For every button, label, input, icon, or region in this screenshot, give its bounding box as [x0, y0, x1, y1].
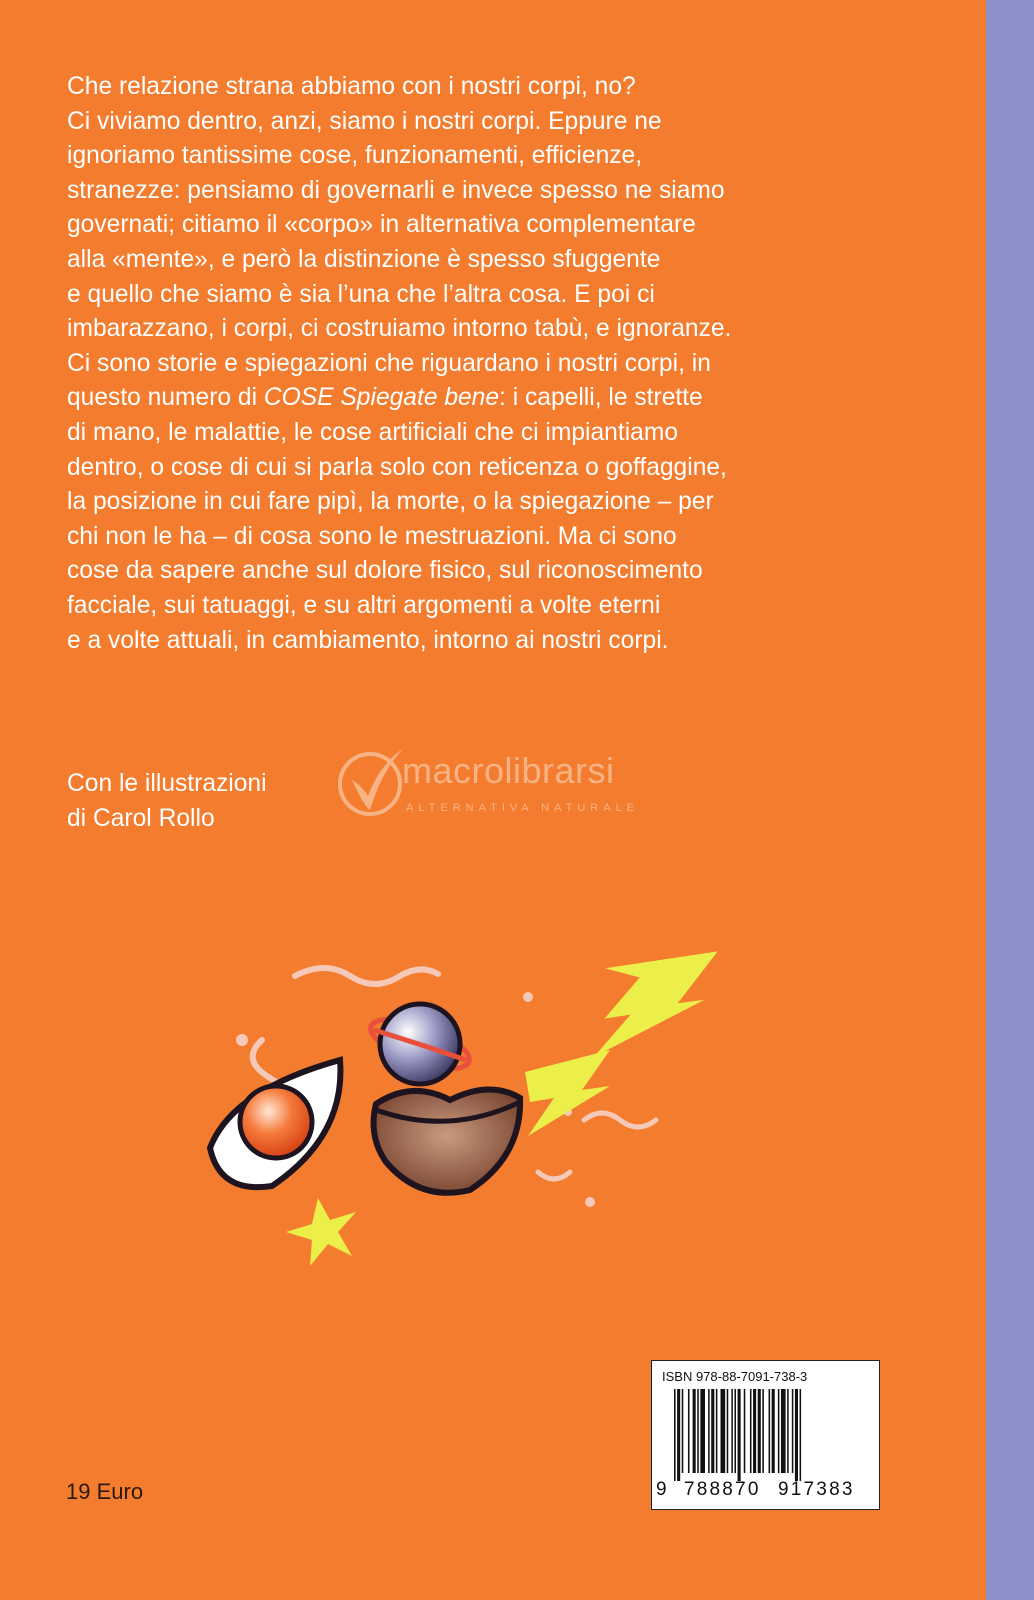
barcode-bar — [744, 1389, 746, 1473]
barcode-bar — [762, 1389, 764, 1473]
spine-strip — [986, 0, 1034, 1600]
barcode-bar — [769, 1389, 771, 1473]
blurb-line: governati; citiamo il «corpo» in alternativa complementare — [67, 211, 696, 239]
blurb-line: e quello che siamo è sia l’una che l’altra cosa. E poi ci — [67, 280, 655, 308]
barcode-bar — [750, 1389, 752, 1473]
barcode-bar — [700, 1389, 705, 1473]
illustration — [150, 940, 730, 1280]
barcode-bar — [738, 1389, 741, 1481]
squiggle-line — [538, 1172, 570, 1179]
dot — [236, 1034, 248, 1046]
watermark-leaf-icon — [330, 740, 410, 820]
barcode-bar — [688, 1389, 690, 1473]
barcode-bar — [711, 1389, 714, 1473]
blurb-line — [67, 381, 937, 416]
blurb-line: facciale, sui tatuaggi, e su altri argomenti a volte eterni — [67, 591, 661, 619]
barcode-label — [651, 1360, 880, 1510]
blurb-segment: questo numero di — [67, 384, 264, 412]
barcode-bar — [758, 1389, 761, 1473]
blurb-line: la posizione in cui fare pipì, la morte, o la spiegazione – per — [67, 488, 714, 516]
blurb-segment: : i capelli, le strette — [499, 384, 703, 412]
barcode-bar — [792, 1389, 794, 1473]
watermark-tagline: ALTERNATIVA NATURALE — [406, 802, 640, 814]
blurb-text — [67, 70, 937, 658]
eye-iris — [240, 1086, 312, 1158]
blurb-line: imbarazzano, i corpi, ci costruiamo intorno tabù, e ignoranze. — [67, 315, 732, 343]
barcode-bar — [716, 1389, 718, 1473]
barcode-left-group: 788870 — [684, 1479, 761, 1500]
barcode-bar — [731, 1389, 733, 1473]
watermark — [330, 740, 730, 836]
blurb-line: alla «mente», e però la distinzione è spesso sfuggente — [67, 245, 661, 273]
dot — [585, 1197, 595, 1207]
blurb-line: ignoriamo tantissime cose, funzionamenti, efficienze, — [67, 142, 643, 170]
barcode-bar — [795, 1389, 798, 1481]
barcode-bar — [781, 1389, 786, 1473]
barcode-bars — [672, 1389, 862, 1481]
barcode-bar — [721, 1389, 726, 1473]
barcode-bar — [697, 1389, 699, 1473]
credit-line: Con le illustrazioni — [67, 770, 267, 797]
barcode-bar — [734, 1389, 736, 1473]
isbn-text: ISBN 978-88-7091-738-3 — [662, 1369, 808, 1384]
barcode-bar — [778, 1389, 780, 1473]
blurb-line: di mano, le malattie, le cose artificiali che ci impiantiamo — [67, 418, 679, 446]
barcode-bar — [787, 1389, 789, 1473]
barcode-bar — [753, 1389, 756, 1473]
blurb-line: stranezze: pensiamo di governarli e invece spesso ne siamo — [67, 176, 725, 204]
barcode-bar — [677, 1389, 680, 1481]
barcode-bar — [727, 1389, 729, 1473]
star-icon — [286, 1198, 356, 1266]
blurb-line: cose da sapere anche sul dolore fisico, sul riconoscimento — [67, 557, 703, 585]
barcode-first-digit: 9 — [656, 1479, 667, 1500]
blurb-line: Ci sono storie e spiegazioni che riguardano i nostri corpi, in — [67, 349, 711, 377]
illustrator-credit — [67, 767, 267, 836]
barcode-bar — [693, 1389, 696, 1473]
series-title: COSE Spiegate bene — [263, 384, 500, 412]
lightning-icon — [590, 950, 720, 1060]
squiggle-line — [584, 1113, 656, 1127]
price: 19 Euro — [66, 1479, 144, 1504]
watermark-brand: macrolibrarsi — [402, 750, 615, 791]
credit-line: di Carol Rollo — [67, 804, 215, 832]
barcode-bar — [800, 1389, 802, 1481]
blurb-line: chi non le ha – di cosa sono le mestruazioni. Ma ci sono — [67, 522, 677, 550]
barcode-bar — [708, 1389, 710, 1473]
barcode-right-group: 917383 — [778, 1479, 855, 1500]
blurb-line: dentro, o cose di cui si parla solo con reticenza o goffaggine, — [67, 453, 727, 481]
dot — [523, 992, 533, 1002]
blurb-line: Che relazione strana abbiamo con i nostri corpi, no? — [67, 73, 636, 100]
blurb-line: e a volte attuali, in cambiamento, intorno ai nostri corpi. — [67, 626, 669, 654]
barcode-bar — [772, 1389, 775, 1473]
blurb-line: Ci viviamo dentro, anzi, siamo i nostri corpi. Eppure ne — [67, 107, 662, 135]
barcode-bar — [674, 1389, 676, 1481]
lightning-icon — [525, 1050, 610, 1136]
barcode-bar — [682, 1389, 684, 1473]
lips-icon — [374, 1089, 521, 1192]
squiggle-line — [295, 968, 438, 984]
